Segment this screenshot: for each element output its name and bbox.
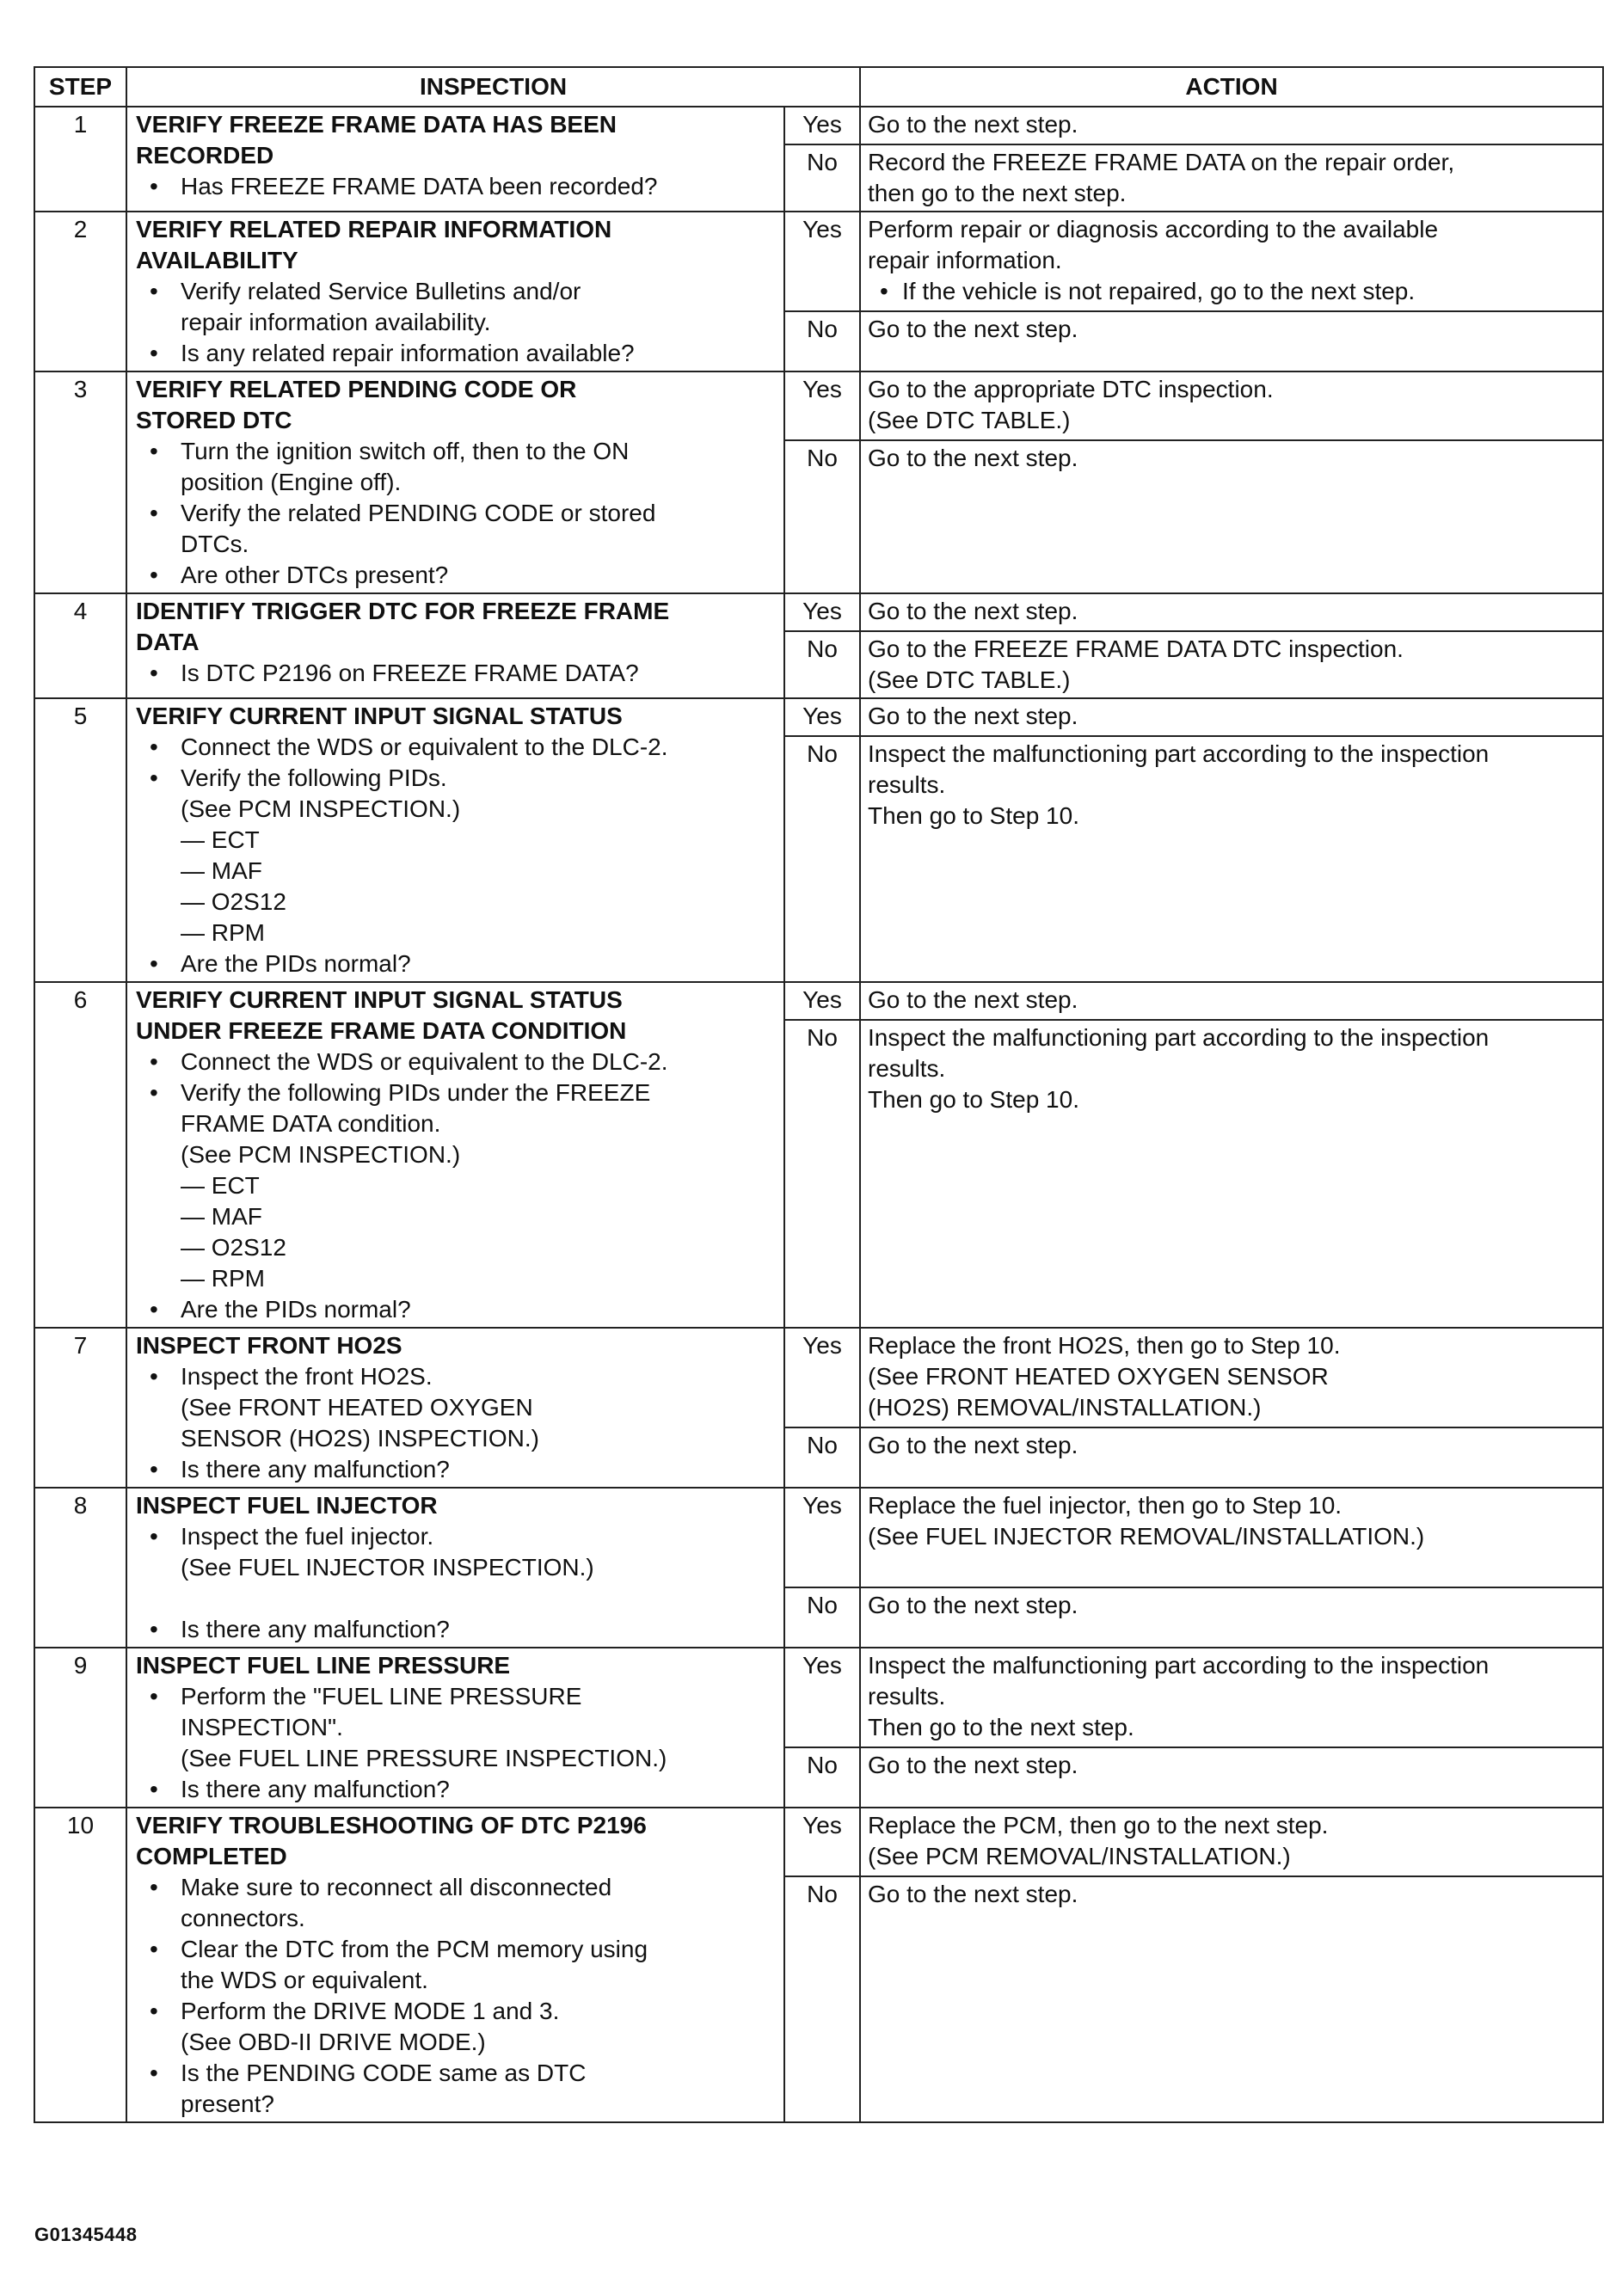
no-action: [860, 1587, 1603, 1648]
step-2-yes-row: [34, 212, 1603, 311]
step-number: 3: [34, 371, 126, 593]
inspection-bullet: • Inspect the front HO2S.: [136, 1361, 775, 1392]
inspection-bullet: • Are the PIDs normal?: [136, 948, 775, 979]
no-label: No: [784, 631, 860, 698]
step-title-line: VERIFY TROUBLESHOOTING OF DTC P2196: [136, 1812, 647, 1839]
inspection-bullet: • Is the PENDING CODE same as DTC: [136, 2058, 775, 2089]
step-2-inspection: [126, 212, 784, 371]
yes-action: [860, 107, 1603, 144]
step-4-yes-row: [34, 593, 1603, 631]
inspection-bullet: • Is there any malfunction?: [136, 1454, 775, 1485]
pid-item: — MAF: [181, 857, 262, 884]
action-line: Inspect the malfunctioning part according to the inspection: [868, 1024, 1490, 1051]
header-step: STEP: [34, 67, 126, 107]
step-title-line: VERIFY RELATED REPAIR INFORMATION: [136, 216, 612, 242]
step-title-line: INSPECT FUEL LINE PRESSURE: [136, 1652, 511, 1679]
inspection-continuation: (See PCM INSPECTION.): [181, 795, 461, 822]
step-8-inspection: [126, 1488, 784, 1648]
yes-label: Yes: [784, 1648, 860, 1747]
action-line: Go to the FREEZE FRAME DATA DTC inspection.: [868, 635, 1404, 662]
action-line: results.: [868, 1055, 946, 1082]
action-line: (See FRONT HEATED OXYGEN SENSOR: [868, 1363, 1329, 1390]
step-number: 5: [34, 698, 126, 982]
inspection-bullet: • Is any related repair information available?: [136, 338, 775, 369]
step-3-yes-row: [34, 371, 1603, 440]
yes-action: [860, 371, 1603, 440]
step-title-line: VERIFY CURRENT INPUT SIGNAL STATUS: [136, 703, 623, 729]
step-8-yes-row: [34, 1488, 1603, 1587]
figure-code: G01345448: [34, 2224, 138, 2245]
action-line: (See DTC TABLE.): [868, 666, 1071, 693]
step-title-line: RECORDED: [136, 142, 274, 169]
inspection-continuation: (See FUEL LINE PRESSURE INSPECTION.): [181, 1745, 667, 1771]
pid-item: — MAF: [181, 1203, 262, 1230]
action-line: Go to the next step.: [868, 1432, 1078, 1458]
step-title-line: COMPLETED: [136, 1843, 287, 1869]
step-1-yes-row: [34, 107, 1603, 144]
pid-item: — RPM: [181, 919, 265, 946]
action-line: Replace the front HO2S, then go to Step 10.: [868, 1332, 1341, 1359]
no-label: No: [784, 311, 860, 371]
action-bullet: • If the vehicle is not repaired, go to the next step.: [868, 276, 1595, 307]
step-number: 6: [34, 982, 126, 1328]
table-header-row: [34, 67, 1603, 107]
action-line: (See FUEL INJECTOR REMOVAL/INSTALLATION.): [868, 1523, 1425, 1550]
action-line: Go to the next step.: [868, 1592, 1078, 1618]
action-line: Inspect the malfunctioning part according to the inspection: [868, 740, 1490, 767]
step-title-line: VERIFY FREEZE FRAME DATA HAS BEEN: [136, 111, 617, 138]
no-label: No: [784, 1020, 860, 1328]
no-action: [860, 1747, 1603, 1808]
no-action: [860, 736, 1603, 982]
yes-label: Yes: [784, 371, 860, 440]
action-line: Go to the next step.: [868, 703, 1078, 729]
inspection-continuation: FRAME DATA condition.: [181, 1110, 441, 1137]
inspection-bullet: • Verify the related PENDING CODE or stored: [136, 498, 775, 529]
inspection-continuation: (See PCM INSPECTION.): [181, 1141, 461, 1168]
inspection-bullet: • Has FREEZE FRAME DATA been recorded?: [136, 171, 775, 202]
step-title-line: VERIFY RELATED PENDING CODE OR: [136, 376, 577, 402]
step-3-inspection: [126, 371, 784, 593]
inspection-bullet: • Perform the DRIVE MODE 1 and 3.: [136, 1996, 775, 2027]
action-line: Go to the next step.: [868, 1881, 1078, 1907]
no-action: [860, 311, 1603, 371]
action-line: (See PCM REMOVAL/INSTALLATION.): [868, 1843, 1291, 1869]
inspection-bullet: • Is there any malfunction?: [136, 1774, 775, 1805]
action-line: Inspect the malfunctioning part according to the inspection: [868, 1652, 1490, 1679]
inspection-bullet: • Is DTC P2196 on FREEZE FRAME DATA?: [136, 658, 775, 689]
no-action: [860, 1020, 1603, 1328]
action-line: Record the FREEZE FRAME DATA on the repair order,: [868, 149, 1455, 175]
no-label: No: [784, 144, 860, 212]
inspection-continuation: repair information availability.: [181, 309, 491, 335]
action-line: Replace the fuel injector, then go to Step 10.: [868, 1492, 1342, 1519]
step-9-yes-row: [34, 1648, 1603, 1747]
inspection-continuation: present?: [181, 2090, 274, 2117]
inspection-continuation: INSPECTION".: [181, 1714, 343, 1740]
no-label: No: [784, 1427, 860, 1488]
yes-label: Yes: [784, 107, 860, 144]
inspection-bullet: • Are other DTCs present?: [136, 560, 775, 591]
yes-action: [860, 593, 1603, 631]
yes-action: [860, 1488, 1603, 1587]
step-number: 9: [34, 1648, 126, 1808]
step-number: 1: [34, 107, 126, 212]
step-7-yes-row: [34, 1328, 1603, 1427]
step-title-line: INSPECT FUEL INJECTOR: [136, 1492, 438, 1519]
no-action: [860, 1876, 1603, 2122]
pid-item: — O2S12: [181, 1234, 286, 1261]
diagnostic-table: [34, 66, 1604, 2123]
inspection-bullet: • Connect the WDS or equivalent to the DLC-2.: [136, 1047, 775, 1077]
action-line: Go to the next step.: [868, 1752, 1078, 1778]
action-line: then go to the next step.: [868, 180, 1127, 206]
pid-item: — ECT: [181, 826, 260, 853]
step-title-line: STORED DTC: [136, 407, 292, 433]
action-line: Then go to Step 10.: [868, 1086, 1079, 1113]
step-number: 7: [34, 1328, 126, 1488]
no-action: [860, 631, 1603, 698]
yes-label: Yes: [784, 1328, 860, 1427]
no-action: [860, 440, 1603, 593]
step-title-line: INSPECT FRONT HO2S: [136, 1332, 402, 1359]
yes-action: [860, 698, 1603, 736]
step-number: 2: [34, 212, 126, 371]
inspection-bullet: • Clear the DTC from the PCM memory using: [136, 1934, 775, 1965]
action-line: Go to the next step.: [868, 598, 1078, 624]
step-10-inspection: [126, 1808, 784, 2122]
action-line: repair information.: [868, 247, 1062, 273]
inspection-bullet: • Is there any malfunction?: [136, 1614, 775, 1645]
action-line: Go to the next step.: [868, 986, 1078, 1013]
inspection-continuation: connectors.: [181, 1905, 305, 1931]
action-line: (HO2S) REMOVAL/INSTALLATION.): [868, 1394, 1262, 1421]
inspection-bullet: • Are the PIDs normal?: [136, 1294, 775, 1325]
step-5-yes-row: [34, 698, 1603, 736]
header-action: ACTION: [860, 67, 1603, 107]
yes-action: [860, 1328, 1603, 1427]
step-title-line: DATA: [136, 629, 200, 655]
inspection-bullet: • Perform the "FUEL LINE PRESSURE: [136, 1681, 775, 1712]
inspection-continuation: position (Engine off).: [181, 469, 402, 495]
inspection-bullet: • Verify the following PIDs.: [136, 763, 775, 794]
action-line: Then go to Step 10.: [868, 802, 1079, 829]
step-4-inspection: [126, 593, 784, 698]
yes-label: Yes: [784, 982, 860, 1020]
step-6-inspection: [126, 982, 784, 1328]
yes-label: Yes: [784, 1488, 860, 1587]
inspection-bullet: • Make sure to reconnect all disconnected: [136, 1872, 775, 1903]
action-line: Perform repair or diagnosis according to the available: [868, 216, 1439, 242]
pid-item: — RPM: [181, 1265, 265, 1292]
step-title-line: IDENTIFY TRIGGER DTC FOR FREEZE FRAME: [136, 598, 670, 624]
step-10-yes-row: [34, 1808, 1603, 1876]
step-5-inspection: [126, 698, 784, 982]
inspection-continuation: DTCs.: [181, 531, 249, 557]
no-label: No: [784, 1876, 860, 2122]
step-title-line: UNDER FREEZE FRAME DATA CONDITION: [136, 1017, 627, 1044]
inspection-continuation: SENSOR (HO2S) INSPECTION.): [181, 1425, 539, 1452]
step-title-line: AVAILABILITY: [136, 247, 298, 273]
yes-label: Yes: [784, 212, 860, 311]
inspection-continuation: (See OBD-II DRIVE MODE.): [181, 2029, 486, 2055]
inspection-continuation: (See FRONT HEATED OXYGEN: [181, 1394, 533, 1421]
step-title-line: VERIFY CURRENT INPUT SIGNAL STATUS: [136, 986, 623, 1013]
yes-action: [860, 1648, 1603, 1747]
no-label: No: [784, 1587, 860, 1648]
action-line: Go to the appropriate DTC inspection.: [868, 376, 1274, 402]
pid-item: — ECT: [181, 1172, 260, 1199]
action-line: Then go to the next step.: [868, 1714, 1134, 1740]
action-line: results.: [868, 771, 946, 798]
inspection-bullet: • Verify the following PIDs under the FREEZE: [136, 1077, 775, 1108]
step-number: 8: [34, 1488, 126, 1648]
action-line: Replace the PCM, then go to the next step.: [868, 1812, 1329, 1839]
step-6-yes-row: [34, 982, 1603, 1020]
yes-label: Yes: [784, 698, 860, 736]
inspection-bullet: • Verify related Service Bulletins and/or: [136, 276, 775, 307]
yes-action: [860, 1808, 1603, 1876]
no-action: [860, 144, 1603, 212]
inspection-bullet: • Connect the WDS or equivalent to the DLC-2.: [136, 732, 775, 763]
inspection-continuation: the WDS or equivalent.: [181, 1967, 428, 1993]
yes-label: Yes: [784, 593, 860, 631]
yes-action: [860, 982, 1603, 1020]
no-action: [860, 1427, 1603, 1488]
inspection-bullet: • Inspect the fuel injector.: [136, 1521, 775, 1552]
no-label: No: [784, 440, 860, 593]
inspection-continuation: (See FUEL INJECTOR INSPECTION.): [181, 1554, 594, 1581]
action-line: Go to the next step.: [868, 316, 1078, 342]
step-1-inspection: [126, 107, 784, 212]
yes-label: Yes: [784, 1808, 860, 1876]
step-9-inspection: [126, 1648, 784, 1808]
action-line: results.: [868, 1683, 946, 1710]
inspection-bullet: • Turn the ignition switch off, then to the ON: [136, 436, 775, 467]
step-number: 4: [34, 593, 126, 698]
pid-item: — O2S12: [181, 888, 286, 915]
action-line: Go to the next step.: [868, 445, 1078, 471]
header-inspection: INSPECTION: [126, 67, 860, 107]
action-line: (See DTC TABLE.): [868, 407, 1071, 433]
action-line: Go to the next step.: [868, 111, 1078, 138]
yes-action: [860, 212, 1603, 311]
step-number: 10: [34, 1808, 126, 2122]
step-7-inspection: [126, 1328, 784, 1488]
no-label: No: [784, 736, 860, 982]
no-label: No: [784, 1747, 860, 1808]
